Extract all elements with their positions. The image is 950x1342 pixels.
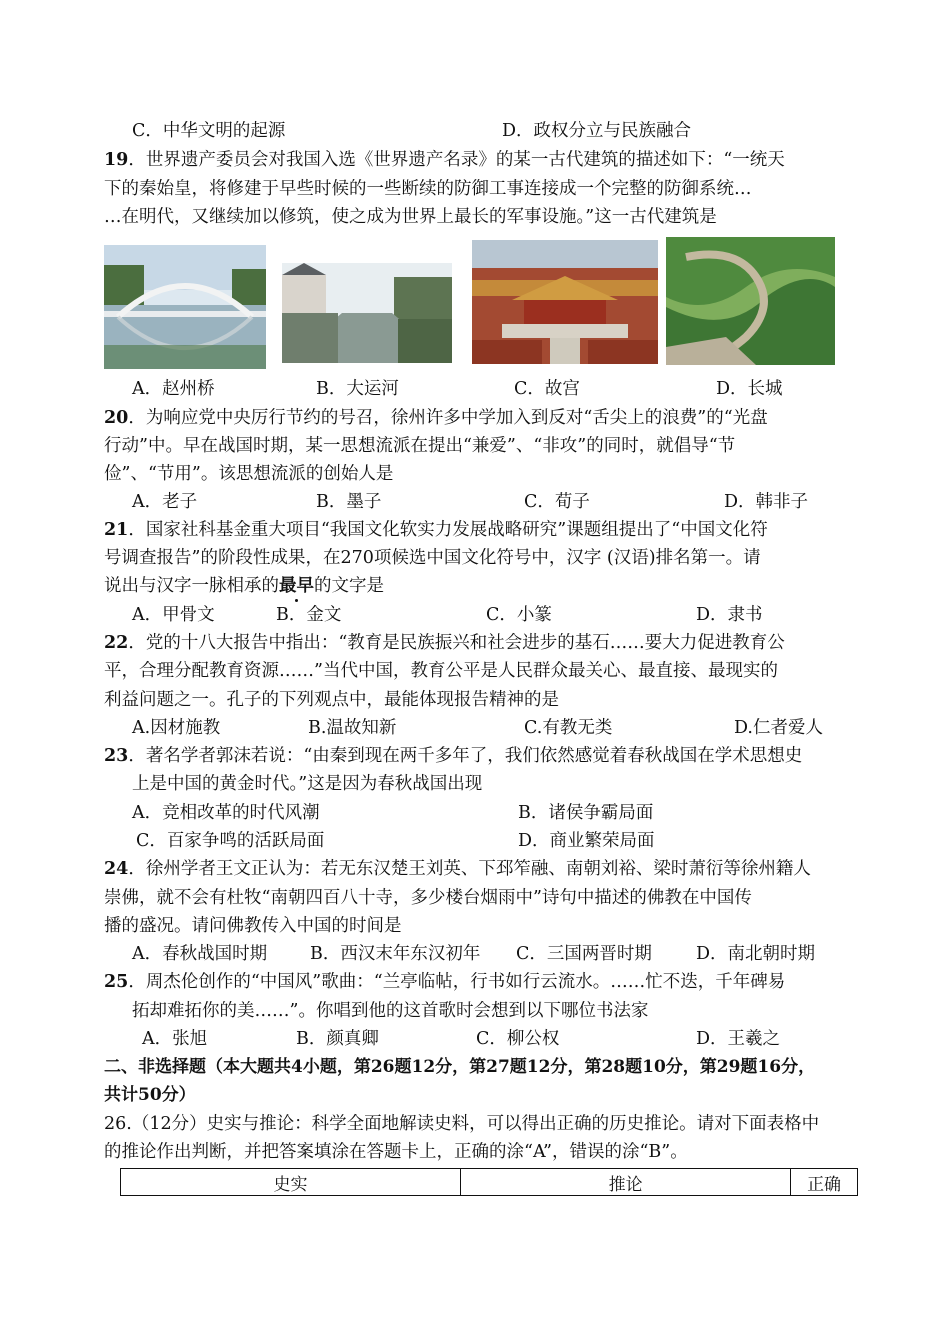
q24-option-b: B．西汉末年东汉初年 [310, 944, 481, 964]
q25-option-c: C．柳公权 [476, 1029, 560, 1049]
q21-line-2: 号调查报告”的阶段性成果，在270项候选中国文化符号中，汉字 (汉语)排名第一。请 [104, 548, 761, 568]
q26-table-header-row [121, 1169, 858, 1196]
q19-number: 19 [104, 150, 129, 170]
q25-line-1: 25．周杰伦创作的“中国风”歌曲：“兰亭临帖，行书如行云流水。……忙不迭，千年碑易 [104, 972, 786, 992]
q19-option-d: D．长城 [716, 379, 783, 399]
q22-line-1: 22．党的十八大报告中指出：“教育是民族振兴和社会进步的基石……要大力促进教育公 [104, 633, 785, 653]
q26-line-1: 26.（12分）史实与推论：科学全面地解读史料，可以得出正确的历史推论。请对下面表格中 [104, 1114, 820, 1134]
q19-line-3: …在明代，又继续加以修筑，使之成为世界上最长的军事设施。”这一古代建筑是 [104, 207, 717, 227]
q22-option-c: C.有教无类 [524, 718, 613, 738]
q22-option-d: D.仁者爱人 [734, 718, 823, 738]
q23-number: 23 [104, 746, 129, 766]
q25-option-a: A．张旭 [142, 1029, 208, 1049]
q21-line-3: 说出与汉字一脉相承的最早的文字是 [104, 576, 384, 596]
q24-option-c: C．三国两晋时期 [516, 944, 652, 964]
great-wall-photo [666, 237, 835, 365]
q21-line-1: 21．国家社科基金重大项目“我国文化软实力发展战略研究”课题组提出了“中国文化符 [104, 520, 768, 540]
q24-option-a: A．春秋战国时期 [132, 944, 268, 964]
q24-number: 24 [104, 859, 129, 879]
table-header-inference: 推论 [461, 1169, 791, 1196]
table-header-facts: 史实 [121, 1169, 461, 1196]
zhaozhou-bridge-photo [104, 245, 266, 369]
q25-number: 25 [104, 972, 129, 992]
q21-emphasis: 最早 [279, 576, 314, 596]
q22-line-2: 平，合理分配教育资源……”当代中国，教育公平是人民群众最关心、最直接、最现实的 [104, 661, 778, 681]
q26-line-2: 的推论作出判断，并把答案填涂在答题卡上，正确的涂“A”，错误的涂“B”。 [104, 1142, 688, 1162]
q25-line-2: 拓却难拓你的美……”。你唱到他的这首歌时会想到以下哪位书法家 [132, 1001, 649, 1021]
q24-line-3: 播的盛况。请问佛教传入中国的时间是 [104, 916, 402, 936]
q18-option-c: C．中华文明的起源 [132, 121, 286, 141]
q21-option-c: C．小篆 [486, 605, 552, 625]
q19-option-b: B．大运河 [316, 379, 399, 399]
q23-line-2: 上是中国的黄金时代。”这是因为春秋战国出现 [132, 774, 483, 794]
q19-option-c: C．故宫 [514, 379, 580, 399]
q26-table [120, 1168, 858, 1196]
q20-line-2: 行动”中。早在战国时期，某一思想流派在提出“兼爱”、“非攻”的同时，就倡导“节 [104, 436, 736, 456]
q20-option-c: C．荀子 [524, 492, 590, 512]
forbidden-city-photo [472, 240, 658, 364]
q23-option-c: C．百家争鸣的活跃局面 [136, 831, 325, 851]
q22-number: 22 [104, 633, 129, 653]
q23-option-b: B．诸侯争霸局面 [518, 803, 654, 823]
q23-line-1: 23．著名学者郭沫若说：“由秦到现在两千多年了，我们依然感觉着春秋战国在学术思想史 [104, 746, 803, 766]
q22-line-3: 利益问题之一。孔子的下列观点中，最能体现报告精神的是 [104, 690, 559, 710]
q21-option-d: D．隶书 [696, 605, 763, 625]
q19-option-a: A．赵州桥 [132, 379, 215, 399]
q20-line-1: 20．为响应党中央厉行节约的号召，徐州许多中学加入到反对“舌尖上的浪费”的“光盘 [104, 408, 768, 428]
table-header-correct: 正确 [791, 1169, 858, 1196]
q18-option-d: D．政权分立与民族融合 [502, 121, 692, 141]
q24-option-d: D．南北朝时期 [696, 944, 816, 964]
q20-line-3: 俭”、“节用”。该思想流派的创始人是 [104, 464, 394, 484]
q19-line-1: 19．世界遗产委员会对我国入选《世界遗产名录》的某一古代建筑的描述如下：“一统天 [104, 150, 785, 170]
q19-line-2: 下的秦始皇，将修建于早些时候的一些断续的防御工事连接成一个完整的防御系统… [104, 179, 752, 199]
q24-line-1: 24．徐州学者王文正认为：若无东汉楚王刘英、下邳笮融、南朝刘裕、梁时萧衍等徐州籍人 [104, 859, 811, 879]
q21-number: 21 [104, 520, 129, 540]
q23-option-d: D．商业繁荣局面 [518, 831, 655, 851]
q20-option-a: A．老子 [132, 492, 198, 512]
q20-option-b: B．墨子 [316, 492, 382, 512]
q25-option-d: D．王羲之 [696, 1029, 781, 1049]
section2-heading-line-1: 二、非选择题（本大题共4小题，第26题12分，第27题12分，第28题10分，第29题16分， [104, 1057, 816, 1077]
q22-option-a: A.因材施教 [132, 718, 221, 738]
q21-option-b: B．金文 [276, 605, 342, 625]
q20-option-d: D．韩非子 [724, 492, 809, 512]
q20-number: 20 [104, 408, 129, 428]
section2-heading-line-2: 共计50分） [104, 1085, 196, 1105]
q24-line-2: 崇佛，就不会有杜牧“南朝四百八十寺，多少楼台烟雨中”诗句中描述的佛教在中国传 [104, 888, 752, 908]
q23-option-a: A．竞相改革的时代风潮 [132, 803, 320, 823]
q21-option-a: A．甲骨文 [132, 605, 215, 625]
q22-option-b: B.温故知新 [308, 718, 397, 738]
q25-option-b: B．颜真卿 [296, 1029, 379, 1049]
grand-canal-photo [282, 263, 452, 363]
